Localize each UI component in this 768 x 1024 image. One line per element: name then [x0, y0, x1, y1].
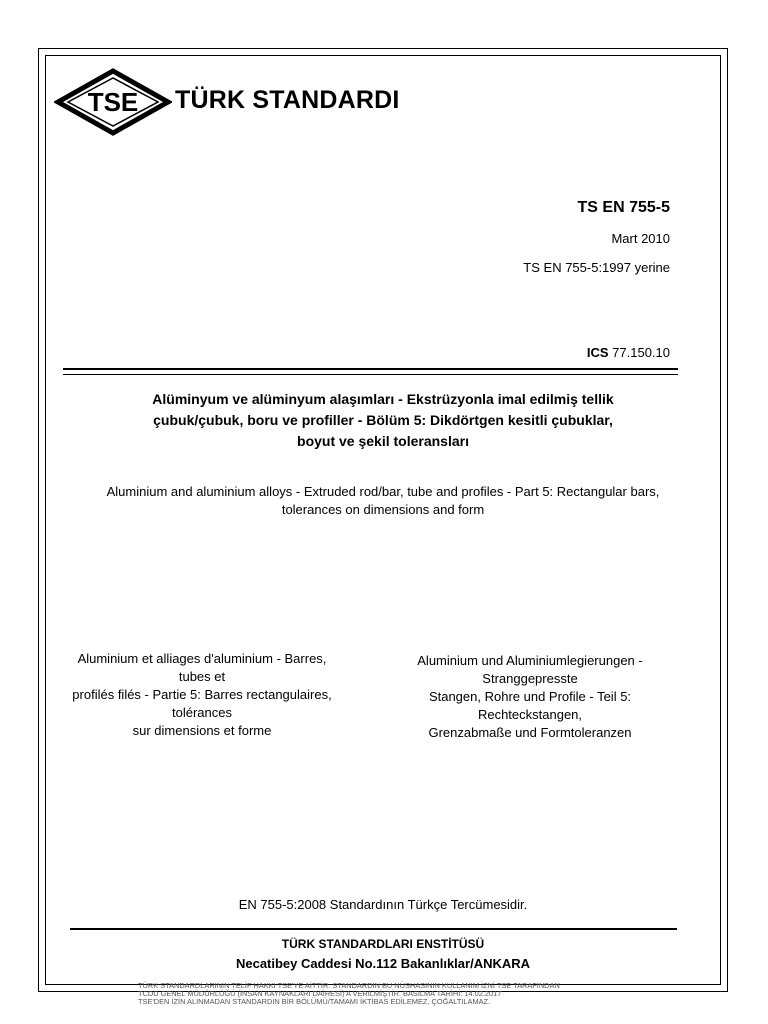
title-german-line: Stangen, Rohre und Profile - Teil 5:: [428, 689, 632, 704]
title-french-line: profilés filés - Partie 5: Barres rectangulaires,: [72, 687, 332, 702]
ics-code: [587, 345, 670, 360]
title-turkish-line: çubuk/çubuk, boru ve profiller - Bölüm 5: Dikdörtgen kesitli çubuklar,: [153, 412, 613, 428]
title-french-line: tolérances: [172, 705, 232, 720]
title-english-line: tolerances on dimensions and form: [281, 502, 485, 517]
copyright-line: TÜRK STANDARDLARININ TELİF HAKKI TSE'YE AİTTİR. STANDARDIN BU NÜSHASININ KULLANIM İZNİ TSE TARAFINDAN: [138, 981, 560, 990]
header-divider-thin: [63, 374, 678, 375]
publication-date: Mart 2010: [611, 231, 670, 246]
translation-note: EN 755-5:2008 Standardının Türkçe Tercümesidir.: [238, 897, 528, 912]
ics-label: ICS: [586, 345, 609, 360]
copyright-notice: [138, 982, 560, 1006]
title-english: [45, 483, 721, 519]
title-german: [380, 652, 680, 742]
logo-text: TSE: [87, 87, 139, 117]
title-french: [52, 650, 352, 740]
replaces-note: TS EN 755-5:1997 yerine: [523, 260, 670, 275]
title-turkish-line: boyut ve şekil toleransları: [297, 433, 469, 449]
title-french-line: sur dimensions et forme: [132, 723, 272, 738]
institute-address: Necatibey Caddesi No.112 Bakanlıklar/ANKARA: [235, 956, 531, 971]
title-german-line: Aluminium und Aluminiumlegierungen -: [417, 653, 643, 668]
footer-divider: [70, 928, 677, 930]
title-french-line: Aluminium et alliages d'aluminium - Barres,: [77, 651, 327, 666]
title-french-line: tubes et: [178, 669, 226, 684]
inner-page-border: [45, 55, 721, 985]
title-german-line: Stranggepresste: [482, 671, 578, 686]
title-german-line: Rechteckstangen,: [477, 707, 583, 722]
title-german-line: Grenzabmaße und Formtoleranzen: [428, 725, 632, 740]
standard-code: TS EN 755-5: [577, 199, 670, 216]
title-english-line: Aluminium and aluminium alloys - Extruded rod/bar, tube and profiles - Part 5: Rectangular bars,: [106, 484, 660, 499]
institute-name: TÜRK STANDARDLARI ENSTİTÜSÜ: [281, 937, 485, 951]
brand-title: TÜRK STANDARDI: [175, 86, 400, 114]
title-turkish-line: Alüminyum ve alüminyum alaşımları - Ekstrüzyonla imal edilmiş tellik: [152, 391, 614, 407]
copyright-line: TCDD GENEL MÜDÜRLÜĞÜ (İNSAN KAYNAKLARI DAİRESİ)'A VERİLMİŞTİR. BASILMA TARİHİ: 14.02.2017: [138, 989, 502, 998]
title-turkish: [45, 389, 721, 452]
copyright-line: TSE'DEN İZİN ALINMADAN STANDARDIN BİR BÖLÜMÜ/TAMAMI İKTİBAS EDİLEMEZ, ÇOĞALTILAMAZ.: [138, 997, 491, 1006]
ics-value: 77.150.10: [612, 345, 670, 360]
header-divider: [63, 368, 678, 370]
tse-logo: [54, 67, 172, 137]
